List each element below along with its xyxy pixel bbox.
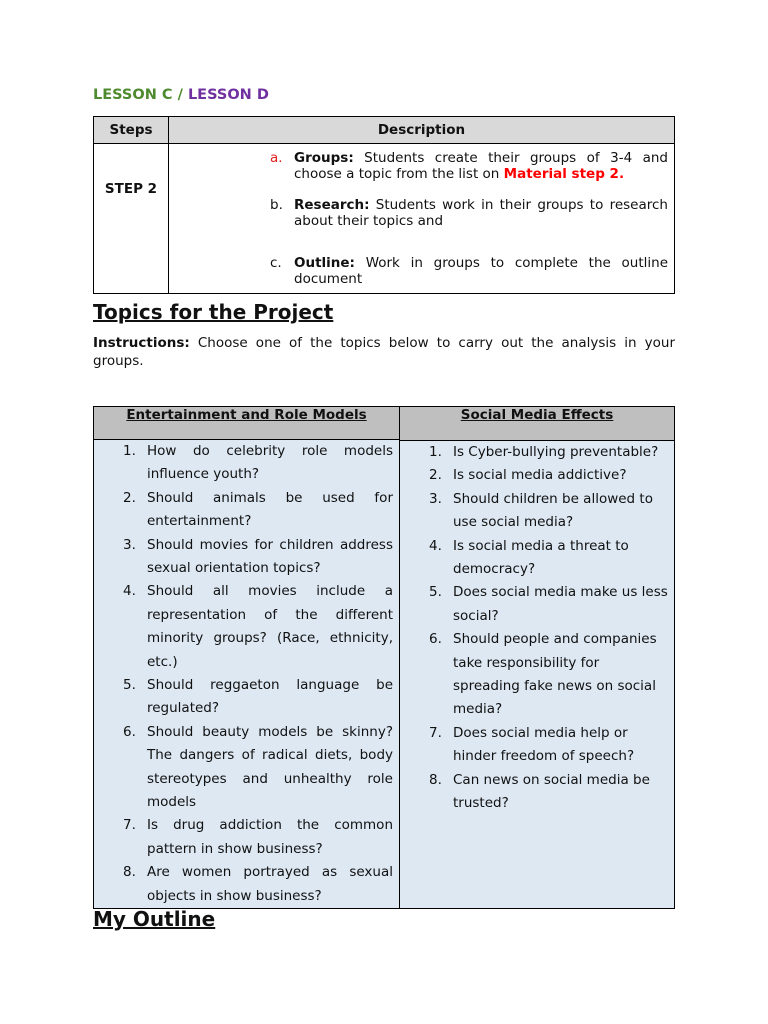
topic-text: Does social media make us less social? <box>453 584 668 624</box>
topic-text: Does social media help or hinder freedom of speech? <box>453 724 635 765</box>
topic-number: 1. <box>123 442 136 459</box>
step-description <box>169 144 675 294</box>
topic-item <box>94 721 399 815</box>
topic-number: 6. <box>123 723 136 740</box>
topic-item <box>400 488 674 535</box>
social-media-topics-list <box>400 441 674 816</box>
topic-text: Can news on social media be trusted? <box>453 771 650 812</box>
social-media-header: Social Media Effects <box>400 407 674 441</box>
step-item-title: Outline: <box>294 255 355 271</box>
topic-item <box>400 535 674 582</box>
topic-text: Should children be allowed to use social media? <box>453 490 653 531</box>
steps-table <box>93 116 675 294</box>
topics-title: Topics for the Project <box>93 300 334 324</box>
step-item-research <box>169 197 668 229</box>
step-item-title: Groups: <box>294 150 354 166</box>
topic-number: 7. <box>429 724 442 741</box>
topic-number: 8. <box>123 864 136 881</box>
step-item-text: Work in groups to complete the outline document <box>294 255 668 287</box>
topic-text: How do celebrity role models influence youth? <box>147 442 393 483</box>
step-item-text: Students work in their groups to research about their topics and <box>294 197 668 229</box>
topic-text: Should animals be used for entertainment? <box>147 489 393 530</box>
topic-item <box>94 674 399 721</box>
topic-number: 6. <box>429 631 442 648</box>
topic-item <box>94 534 399 581</box>
topic-number: 2. <box>123 489 136 506</box>
topic-number: 4. <box>429 537 442 554</box>
lesson-d-label: LESSON D <box>187 87 269 103</box>
topic-text: Are women portrayed as sexual objects in show business? <box>147 864 393 904</box>
step-item-marker: a. <box>270 150 283 166</box>
topic-item <box>94 861 399 908</box>
steps-header-row <box>94 117 675 144</box>
description-column-header: Description <box>169 117 675 144</box>
topic-number: 5. <box>123 676 136 693</box>
step-item-outline <box>169 255 668 287</box>
topic-text: Should all movies include a representation of the different minority groups? (Race, ethnicity, etc.) <box>147 583 393 670</box>
social-media-column <box>400 407 674 908</box>
topic-item <box>400 628 674 722</box>
topic-text: Is Cyber-bullying preventable? <box>453 444 659 460</box>
step-item-text: Students create their groups of 3-4 and choose a topic from the list on <box>294 150 668 182</box>
outline-title: My Outline <box>93 907 216 931</box>
topic-item <box>400 441 674 464</box>
topic-item <box>94 487 399 534</box>
instructions-label: Instructions: <box>93 335 190 351</box>
topic-item <box>94 580 399 674</box>
material-step-highlight: Material step 2. <box>503 166 625 182</box>
instructions <box>93 334 675 370</box>
topics-table <box>93 406 675 909</box>
step-item-marker: c. <box>270 255 282 271</box>
topic-number: 8. <box>429 771 442 788</box>
instructions-text: Choose one of the topics below to carry out the analysis in your groups. <box>93 335 675 369</box>
step-label: STEP 2 <box>94 144 169 294</box>
steps-column-header: Steps <box>94 117 169 144</box>
topic-number: 1. <box>429 444 442 460</box>
entertainment-column <box>94 407 400 908</box>
topic-item <box>400 464 674 487</box>
topic-number: 4. <box>123 583 136 600</box>
topic-item <box>94 814 399 861</box>
topic-number: 7. <box>123 817 136 834</box>
topic-number: 5. <box>429 584 442 601</box>
topic-text: Should movies for children address sexual orientation topics? <box>147 536 393 576</box>
topic-text: Is drug addiction the common pattern in show business? <box>147 817 393 857</box>
entertainment-header: Entertainment and Role Models <box>94 407 399 440</box>
step-item-title: Research: <box>294 197 370 213</box>
lesson-heading <box>93 87 269 103</box>
topic-item <box>94 440 399 487</box>
step-item-groups <box>169 150 668 182</box>
topic-item <box>400 581 674 628</box>
topic-text: Should beauty models be skinny? The dangers of radical diets, body stereotypes and unhealthy role models <box>147 723 393 810</box>
topic-number: 3. <box>123 536 136 553</box>
topic-text: Should people and companies take responsibility for spreading fake news on social media? <box>453 631 657 718</box>
lesson-c-label: LESSON C / <box>93 87 183 103</box>
entertainment-topics-list <box>94 440 399 908</box>
topic-item <box>400 722 674 769</box>
step-item-marker: b. <box>270 197 283 213</box>
step-row <box>94 144 675 294</box>
topic-number: 3. <box>429 490 442 507</box>
topic-text: Is social media addictive? <box>453 467 627 484</box>
topic-item <box>400 769 674 816</box>
topic-number: 2. <box>429 467 442 484</box>
topic-text: Is social media a threat to democracy? <box>453 537 629 578</box>
topic-text: Should reggaeton language be regulated? <box>147 676 393 717</box>
